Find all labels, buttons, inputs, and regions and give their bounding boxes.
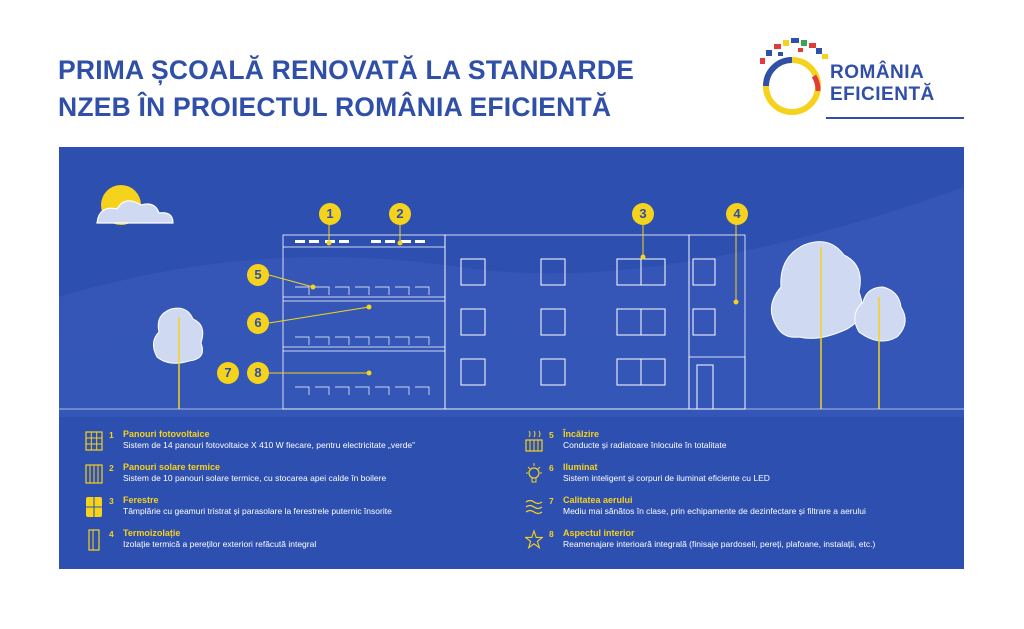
legend-number: 5 <box>549 430 554 440</box>
marker-4: 4 <box>726 203 748 225</box>
sun-cloud-icon <box>97 185 173 225</box>
legend-number: 6 <box>549 463 554 473</box>
lightbulb-icon <box>525 462 543 486</box>
radiator-icon <box>525 429 543 453</box>
logo-wordmark <box>830 62 935 106</box>
legend-number: 4 <box>109 529 114 539</box>
legend-title: Aspectul interior <box>563 528 635 538</box>
legend-title: Calitatea aerului <box>563 495 633 505</box>
legend-number: 1 <box>109 430 114 440</box>
air-waves-icon <box>525 495 543 519</box>
legend-number: 2 <box>109 463 114 473</box>
logo-line-1: ROMÂNIA <box>830 62 925 83</box>
star-icon <box>525 528 543 552</box>
legend-title: Panouri fotovoltaice <box>123 429 210 439</box>
insulation-icon <box>85 528 103 552</box>
legend-title: Termoizolație <box>123 528 181 538</box>
legend-description: Izolație termică a pereților exteriori refăcută integral <box>123 539 317 549</box>
marker-2: 2 <box>389 203 411 225</box>
legend-title: Încălzire <box>563 429 600 439</box>
legend-number: 3 <box>109 496 114 506</box>
legend-description: Conducte și radiatoare înlocuite în totalitate <box>563 440 727 450</box>
title-line-1: PRIMA ȘCOALĂ RENOVATĂ LA STANDARDE <box>58 55 635 85</box>
legend-description: Sistem inteligent și corpuri de iluminat eficiente cu LED <box>563 473 770 483</box>
logo-underline <box>826 117 964 119</box>
legend-description: Sistem de 14 panouri fotovoltaice X 410 W fiecare, pentru electricitate „verde” <box>123 440 415 450</box>
legend-number: 8 <box>549 529 554 539</box>
window-icon <box>85 495 103 519</box>
marker-7: 7 <box>217 362 239 384</box>
title-line-2: NZEB ÎN PROIECTUL ROMÂNIA EFICIENTĂ <box>58 92 612 122</box>
marker-6: 6 <box>247 312 269 334</box>
solar-panel-icon <box>85 429 103 453</box>
legend-number: 7 <box>549 496 554 506</box>
legend-title: Iluminat <box>563 462 598 472</box>
legend-description: Tâmplărie cu geamuri tristrat și parasolare la ferestrele puternic însorite <box>123 506 392 516</box>
marker-3: 3 <box>632 203 654 225</box>
marker-1: 1 <box>319 203 341 225</box>
logo-line-2: EFICIENTĂ <box>830 84 935 105</box>
marker-8: 8 <box>247 362 269 384</box>
legend-title: Ferestre <box>123 495 159 505</box>
infographic-panel <box>59 147 964 569</box>
marker-5: 5 <box>247 264 269 286</box>
legend-description: Sistem de 10 panouri solare termice, cu stocarea apei calde în boilere <box>123 473 387 483</box>
legend-description: Reamenajare interioară integrală (finisaje pardoseli, pereți, plafoane, instalații, etc.) <box>563 539 876 549</box>
page-title <box>58 52 634 126</box>
legend-title: Panouri solare termice <box>123 462 221 472</box>
thermal-panel-icon <box>85 462 103 486</box>
legend-description: Mediu mai sănătos în clase, prin echipamente de dezinfectare și filtrare a aerului <box>563 506 866 516</box>
